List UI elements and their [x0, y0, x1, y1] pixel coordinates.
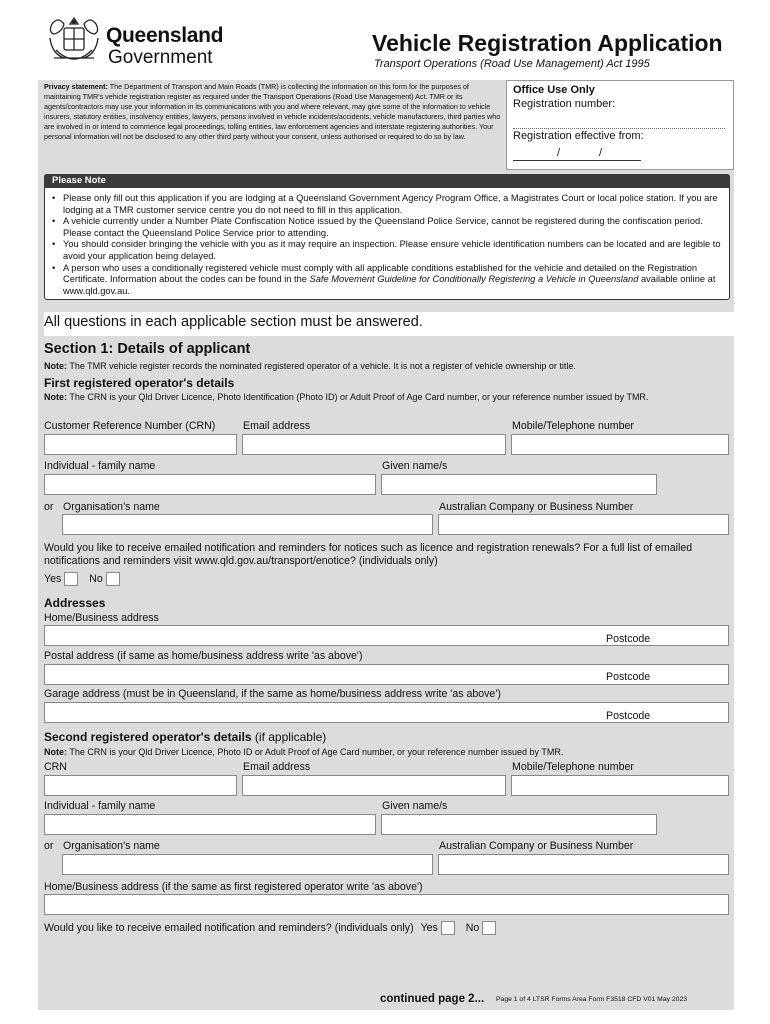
second-notify-row	[44, 920, 496, 936]
date-separator: /	[557, 147, 561, 159]
second-phone-input[interactable]	[511, 775, 729, 796]
first-operator-note	[44, 392, 730, 403]
second-operator-title	[44, 730, 326, 744]
garage-address-label: Garage address (must be in Queensland, if the same as home/business address write 'as above')	[44, 688, 501, 700]
privacy-statement	[44, 82, 502, 170]
date-separator: /	[599, 147, 603, 159]
qld-government-logo	[44, 14, 224, 70]
phone-label: Mobile/Telephone number	[512, 761, 634, 773]
postcode-label: Postcode	[606, 671, 651, 683]
list-item: • You should consider bringing the vehicle with you as it may require an inspection. Please ensure vehicle identification numbers can be located and are legible to avoid your application being delayed.	[51, 239, 723, 262]
no-label: No	[89, 573, 103, 585]
yes-label: Yes	[420, 922, 438, 934]
logo-government: Government	[108, 47, 213, 68]
office-effective-from-label: Registration effective from:	[513, 130, 644, 142]
family-name-label: Individual - family name	[44, 460, 156, 472]
please-note-header	[44, 174, 730, 188]
list-item-text: A person who uses a conditionally registered vehicle must comply with all applicable conditions established for the vehicle and detailed on the Registration Certificate. Information about the codes can be found in the	[63, 262, 698, 285]
second-home-address-input[interactable]	[44, 894, 729, 915]
office-registration-number-label: Registration number:	[513, 98, 616, 110]
list-item: • Please only fill out this application if you are lodging at a Queensland Government Agency Program Office, a Magistrates Court or local police station. If you are lodging at a TMR customer service centre you do not need to fill in this application.	[51, 193, 723, 216]
email-label: Email address	[243, 420, 311, 432]
notice-text: be answered.	[331, 314, 423, 330]
notice-text: All questions in each applicable section	[44, 314, 301, 330]
email-label: Email address	[243, 761, 311, 773]
office-date-line	[513, 149, 641, 161]
abn-label: Australian Company or Business Number	[439, 501, 634, 513]
organisation-name-label: Organisation's name	[63, 840, 160, 852]
home-address-label: Home/Business address	[44, 612, 159, 624]
section-1-title: Section 1: Details of applicant	[44, 341, 251, 357]
note-text: The CRN is your Qld Driver Licence, Photo ID or Adult Proof of Age Card number, or your reference number issued by TMR.	[67, 747, 564, 757]
abn-input[interactable]	[438, 514, 729, 535]
phone-input[interactable]	[511, 434, 729, 455]
email-input[interactable]	[242, 434, 506, 455]
phone-label: Mobile/Telephone number	[512, 420, 634, 432]
logo-queensland: Queensland	[106, 24, 224, 47]
yes-checkbox[interactable]	[64, 572, 78, 586]
organisation-name-label: Organisation's name	[63, 501, 160, 513]
second-given-names-input[interactable]	[381, 814, 657, 835]
second-family-name-input[interactable]	[44, 814, 376, 835]
please-note-list	[51, 193, 723, 297]
abn-label: Australian Company or Business Number	[439, 840, 634, 852]
second-organisation-name-input[interactable]	[62, 854, 433, 875]
note-label: Note:	[44, 361, 67, 371]
guideline-title: Safe Movement Guideline for Conditionally Registering a Vehicle in Queensland	[309, 274, 639, 285]
family-name-label: Individual - family name	[44, 800, 156, 812]
continued-label: continued page 2...	[380, 993, 485, 1005]
postcode-label: Postcode	[606, 633, 651, 645]
second-no-checkbox[interactable]	[482, 921, 496, 935]
no-checkbox[interactable]	[106, 572, 120, 586]
yes-label: Yes	[44, 573, 62, 585]
notify-question: Would you like to receive emailed notification and reminders for notices such as licence and registration renewals? For a full list of emailed notifications and reminders visit www.qld.gov.au/transport/enotice? (individuals only)	[44, 542, 693, 567]
please-note-box	[44, 174, 730, 300]
note-text: The TMR vehicle register records the nominated registered operator of a vehicle. It is not a register of vehicle ownership or title.	[67, 361, 576, 371]
note-text: The CRN is your Qld Driver Licence, Photo Identification (Photo ID) or Adult Proof of Age Card number, or your reference number issued by TMR.	[67, 392, 649, 402]
first-operator-title: First registered operator's details	[44, 376, 235, 390]
list-item-text: available online at www.qld.gov.au.	[63, 274, 716, 296]
please-note-heading: Please Note	[52, 175, 106, 186]
note-label: Note:	[44, 747, 67, 757]
second-operator-title-suffix: (if applicable)	[251, 730, 327, 744]
or-label: or	[44, 501, 54, 513]
second-crn-input[interactable]	[44, 775, 237, 796]
form-metadata: Page 1 of 4 LTSR Forms Area Form F3518 CFD V01 May 2023	[496, 996, 688, 1003]
postcode-label: Postcode	[606, 710, 651, 722]
privacy-text: The Department of Transport and Main Roads (TMR) is collecting the information on this form for the purposes of maintaining TMR's vehicle registration register as required under the Transport Operations (Road Use Management) Act. TMR or its agents/contractors may use your information in its communications with you and where relevant, may give some of the information to vehicle insurers, statutory entities, insolvency entities, lawyers, persons involved in vehicle incidents/accidents, vehicle manufacturers, third parties who are involved in or intend to commence legal proceedings, tolling entities, law enforcement agencies and interstate registering authorities. Your personal information will not be disclosed to any other third party without your consent, unless authorised or required to do so by law.	[44, 82, 501, 142]
second-notify-question: Would you like to receive emailed notification and reminders? (individuals only)	[44, 922, 414, 934]
document-subtitle: Transport Operations (Road Use Management) Act 1995	[374, 58, 650, 70]
second-email-input[interactable]	[242, 775, 506, 796]
office-divider	[513, 128, 725, 129]
privacy-label: Privacy statement:	[44, 82, 108, 91]
notify-options	[44, 572, 120, 586]
note-label: Note:	[44, 392, 67, 402]
office-use-box	[506, 80, 734, 170]
second-operator-note	[44, 747, 730, 758]
office-use-title: Office Use Only	[513, 84, 595, 96]
document-title: Vehicle Registration Application	[372, 30, 723, 56]
all-questions-notice	[44, 312, 734, 336]
notice-emphasis: must	[300, 314, 332, 330]
list-item	[51, 263, 723, 298]
crn-input[interactable]	[44, 434, 237, 455]
crn-label: Customer Reference Number (CRN)	[44, 420, 216, 432]
section-1-note	[44, 361, 730, 372]
given-names-label: Given name/s	[382, 800, 448, 812]
second-yes-checkbox[interactable]	[441, 921, 455, 935]
family-name-input[interactable]	[44, 474, 376, 495]
given-names-input[interactable]	[381, 474, 657, 495]
given-names-label: Given name/s	[382, 460, 448, 472]
postal-address-label: Postal address (if same as home/business address write 'as above')	[44, 650, 363, 662]
no-label: No	[465, 922, 480, 934]
coat-of-arms-icon	[44, 14, 104, 70]
addresses-title: Addresses	[44, 596, 106, 610]
list-item: • A vehicle currently under a Number Plate Confiscation Notice issued by the Queensland Police Service, cannot be registered during the confiscation period. Please contact the Queensland Police Service prior to attending.	[51, 216, 723, 239]
organisation-name-input[interactable]	[62, 514, 433, 535]
second-home-address-label: Home/Business address (if the same as first registered operator write 'as above')	[44, 881, 423, 893]
or-label: or	[44, 840, 54, 852]
second-abn-input[interactable]	[438, 854, 729, 875]
crn-label: CRN	[44, 761, 67, 773]
second-operator-title-main: Second registered operator's details	[44, 730, 252, 744]
